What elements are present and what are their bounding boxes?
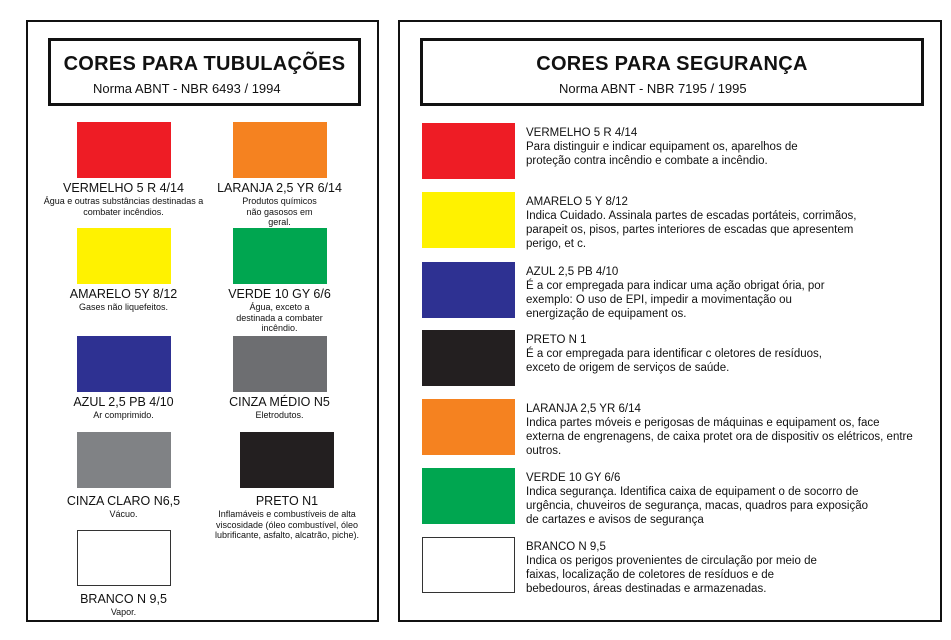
color-name: CINZA CLARO N6,5 (66, 494, 181, 508)
color-name: CINZA MÉDIO N5 (229, 395, 330, 409)
color-name: AMARELO 5Y 8/12 (69, 287, 178, 301)
color-swatch (422, 468, 515, 524)
pipe-colors-card (26, 20, 379, 622)
color-name: LARANJA 2,5 YR 6/14 (526, 403, 641, 415)
color-description: Para distinguir e indicar equipament os, aparelhos de proteção contra incêndio e combate a incêndio. (526, 141, 798, 167)
color-description: Gases não liquefeitos. (78, 302, 169, 312)
pipe-color-item (41, 228, 206, 313)
color-description: Indica partes móveis e perigosas de máquinas e equipament os, face externa de engrenagens, de caixa protet ora de dispositiv os elétricos, entre outros. (526, 417, 913, 457)
color-name: VERMELHO 5 R 4/14 (526, 127, 638, 139)
safety-colors-title: CORES PARA SEGURANÇA (536, 53, 808, 75)
safety-color-item (422, 123, 922, 179)
color-description: Produtos químicos não gasosos em geral. (242, 196, 317, 227)
color-name: LARANJA 2,5 YR 6/14 (217, 181, 342, 195)
pipe-color-item (197, 432, 377, 541)
color-name: VERDE 10 GY 6/6 (526, 472, 621, 484)
color-description: Indica os perigos provenientes de circulação por meio de faixas, localização de coletores de resíduos e de bebedouros, áreas destinadas e armazenadas. (526, 555, 817, 595)
color-description: Indica segurança. Identifica caixa de equipament o de socorro de urgência, chuveiros de segurança, macas, quadros para exposição de cartazes e avisos de segurança (526, 486, 869, 526)
color-description: Eletrodutos. (255, 410, 304, 420)
color-description: É a cor empregada para indicar uma ação obrigat ória, por exemplo: O uso de EPI, impedir a movimentação ou energização de equipament os. (526, 280, 825, 320)
color-swatch (240, 432, 334, 488)
color-swatch (422, 262, 515, 318)
color-swatch (233, 336, 327, 392)
safety-colors-header (420, 38, 924, 106)
color-swatch (422, 123, 515, 179)
color-swatch (233, 122, 327, 178)
pipe-colors-header (48, 38, 361, 106)
color-description: Água, exceto a destinada a combater incêndio. (236, 302, 323, 333)
color-swatch (77, 228, 171, 284)
pipe-colors-norm: Norma ABNT - NBR 6493 / 1994 (93, 81, 281, 96)
color-name: PRETO N1 (255, 494, 319, 508)
safety-color-item (422, 330, 922, 386)
pipe-color-item (197, 336, 362, 421)
color-description: Inflamáveis e combustíveis de alta viscosidade (óleo combustível, óleo lubrificante, asfalto, alcatrão, piche). (214, 509, 360, 540)
safety-color-item (422, 537, 922, 593)
pipe-colors-title: CORES PARA TUBULAÇÕES (63, 53, 346, 75)
pipe-color-item (41, 336, 206, 421)
color-swatch (422, 192, 515, 248)
color-swatch (422, 330, 515, 386)
safety-color-item (422, 192, 922, 248)
color-description: Água e outras substâncias destinadas a combater incêndios. (43, 196, 204, 217)
safety-color-item (422, 262, 922, 318)
color-name: VERDE 10 GY 6/6 (228, 287, 331, 301)
color-swatch (77, 530, 171, 586)
color-name: BRANCO N 9,5 (80, 592, 167, 606)
color-swatch (77, 432, 171, 488)
color-name: AZUL 2,5 PB 4/10 (526, 266, 619, 278)
pipe-color-item (197, 122, 362, 228)
safety-colors-card (398, 20, 942, 622)
color-swatch (422, 399, 515, 455)
color-swatch (77, 336, 171, 392)
color-description: Ar comprimido. (93, 410, 154, 420)
color-swatch (233, 228, 327, 284)
color-name: AZUL 2,5 PB 4/10 (73, 395, 174, 409)
safety-colors-norm: Norma ABNT - NBR 7195 / 1995 (559, 81, 747, 96)
color-swatch (422, 537, 515, 593)
color-description: Vapor. (110, 607, 137, 617)
color-swatch (77, 122, 171, 178)
pipe-color-item (41, 530, 206, 618)
color-description: Vácuo. (109, 509, 138, 519)
color-name: AMARELO 5 Y 8/12 (526, 196, 628, 208)
safety-color-item (422, 468, 922, 524)
color-name: BRANCO N 9,5 (526, 541, 606, 553)
color-description: Indica Cuidado. Assinala partes de escadas portáteis, corrimãos, parapeit os, pisos, partes interiores de escadas que apresentem perigo, et c. (526, 210, 857, 250)
safety-color-item (422, 399, 922, 455)
color-name: VERMELHO 5 R 4/14 (63, 181, 184, 195)
color-description: É a cor empregada para identificar c oletores de resíduos, exceto de origem de serviços de saúde. (526, 348, 822, 374)
pipe-color-item (41, 122, 206, 217)
color-name: PRETO N 1 (526, 334, 587, 346)
pipe-color-item (41, 432, 206, 520)
pipe-color-item (197, 228, 362, 334)
